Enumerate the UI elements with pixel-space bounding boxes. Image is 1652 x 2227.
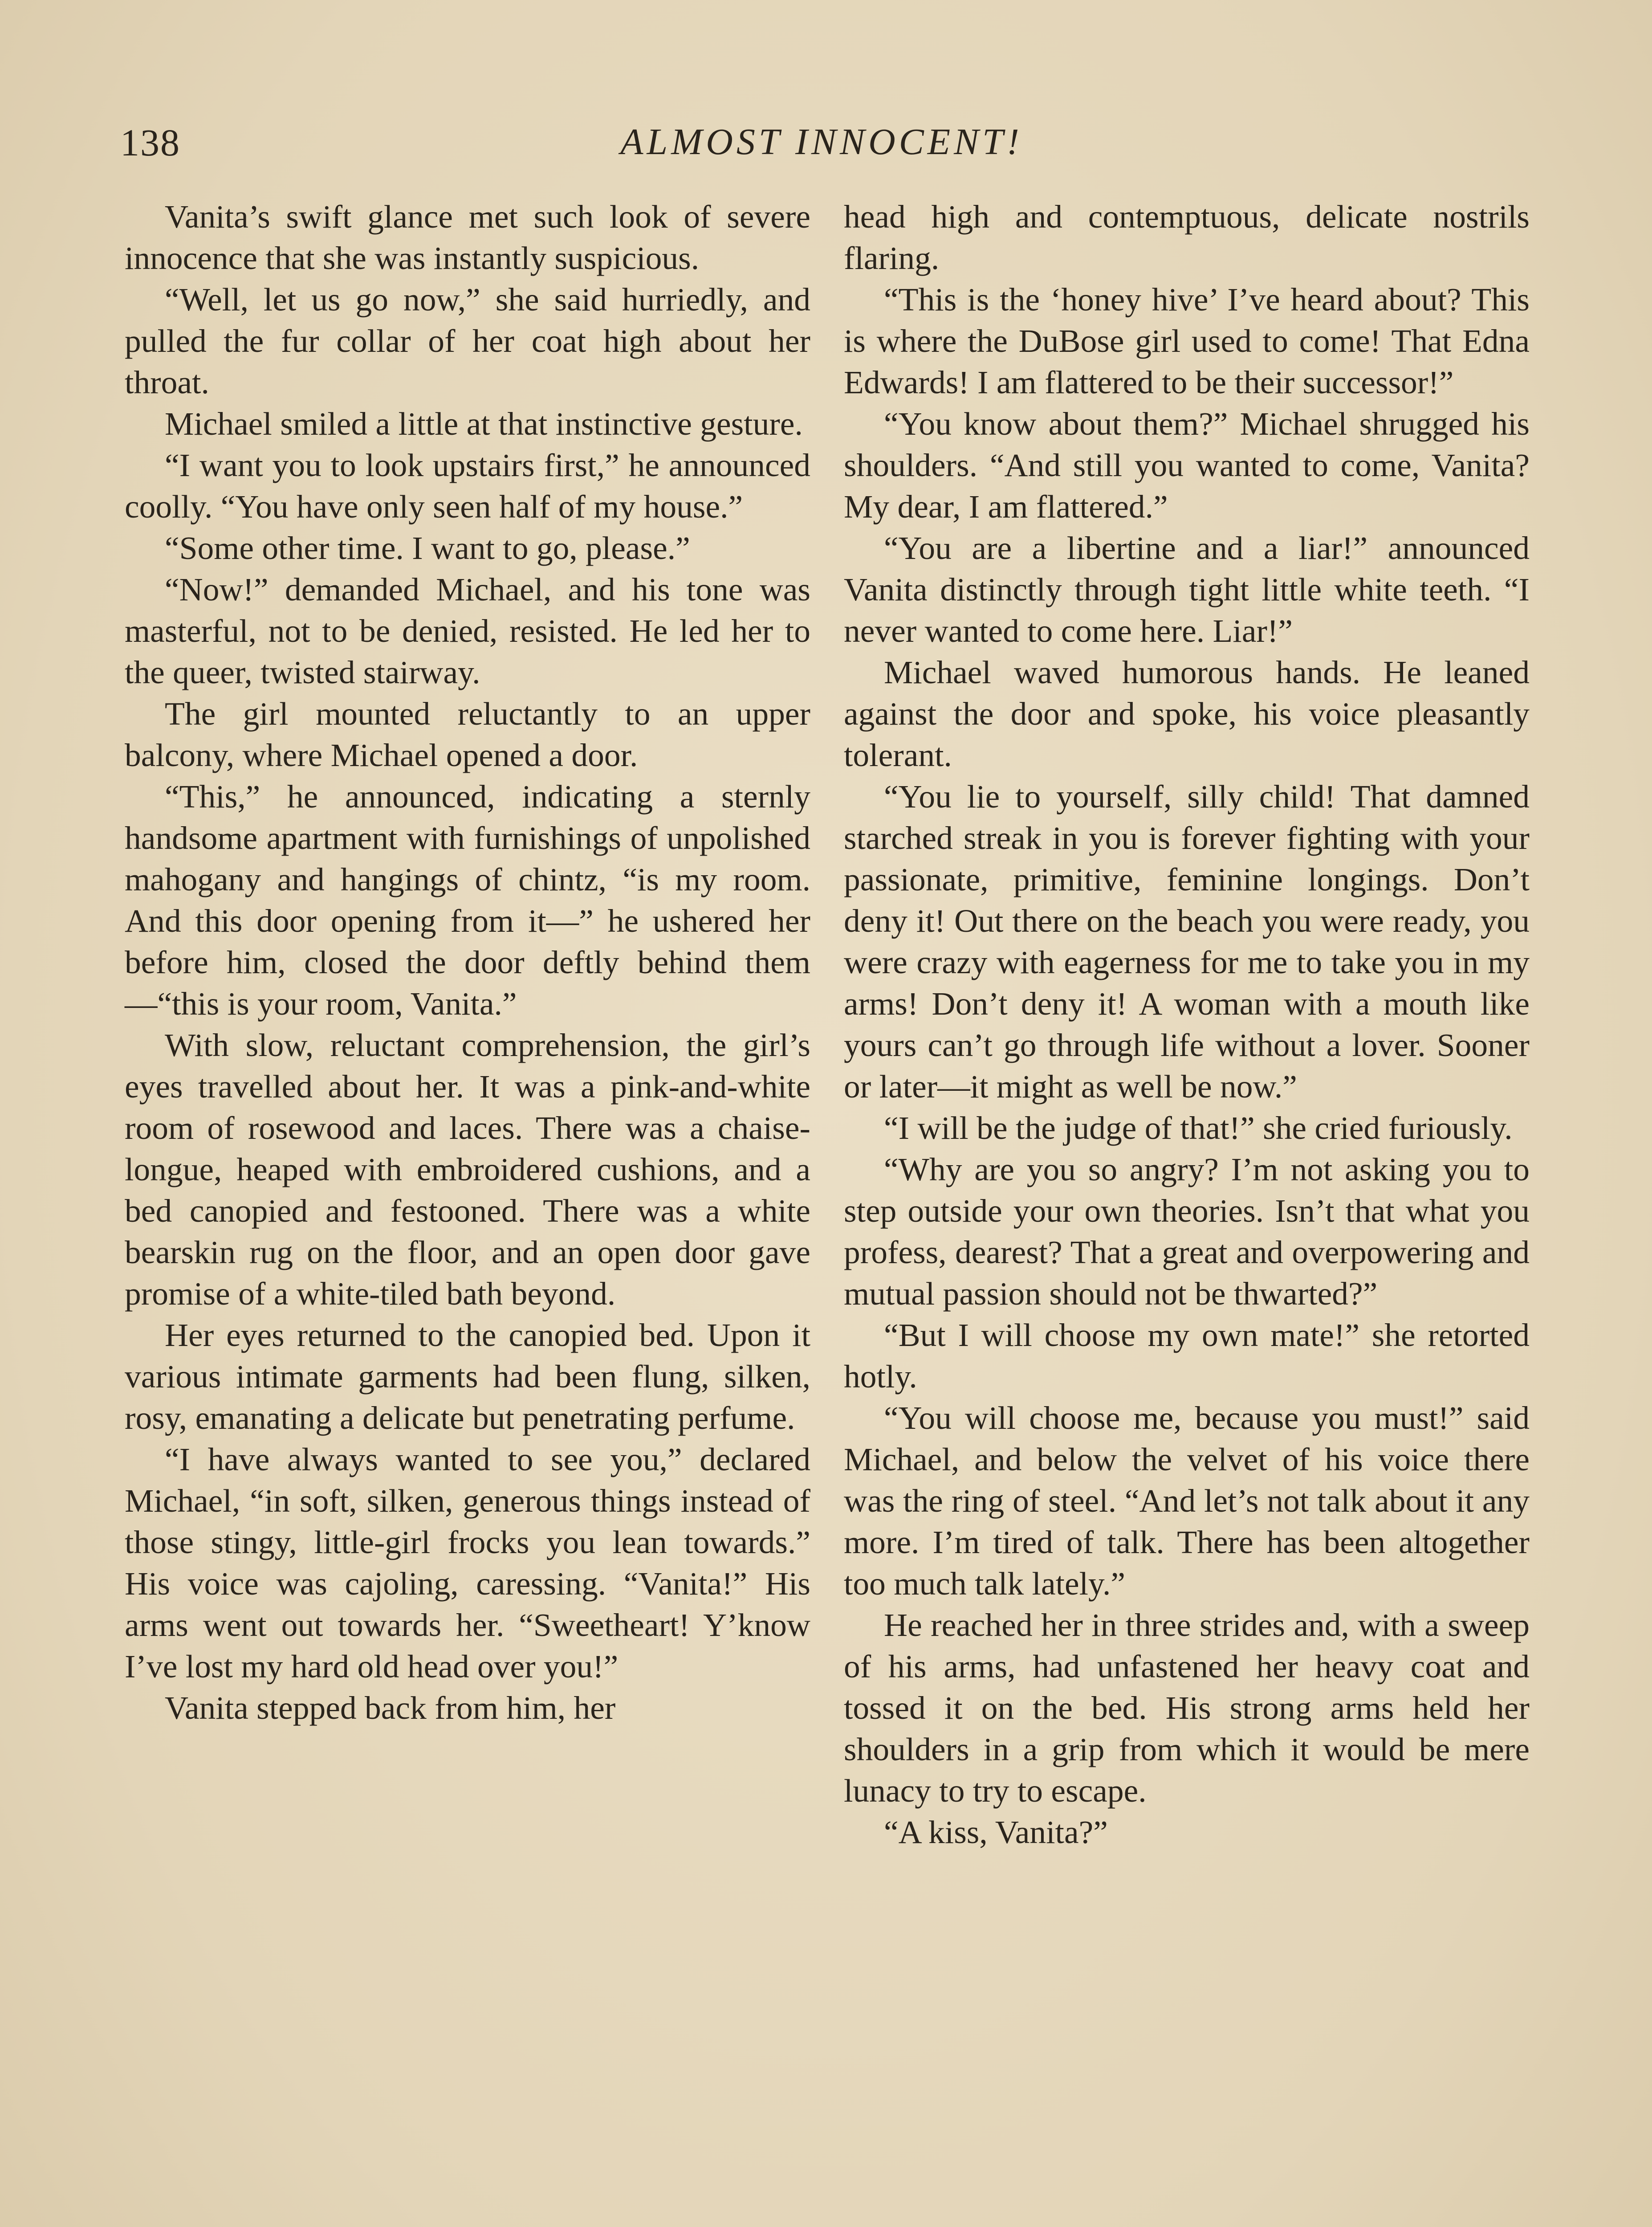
paragraph: “Some other time. I want to go, please.”: [165, 530, 690, 566]
paragraph: “You are a libertine and a liar!” announced Vanita distinctly through tight little white teeth. “I never wanted to come here. Liar!”: [844, 530, 1530, 649]
paragraph: The girl mounted reluctantly to an upper balcony, where Michael opened a door.: [125, 696, 810, 773]
paragraph: “This,” he announced, indicating a sternly handsome apartment with furnishings of unpolished mahogany and hangings of chintz, “is my room. And this door opening from it—” he ushered her before him, closed the door deftly behind them—“this is your room, Vanita.”: [125, 779, 810, 1022]
paragraph: “A kiss, Vanita?”: [884, 1814, 1108, 1850]
paragraph: Michael waved humorous hands. He leaned against the door and spoke, his voice pleasantly tolerant.: [844, 654, 1530, 773]
paragraph: head high and contemptuous, delicate nostrils flaring.: [844, 199, 1530, 276]
paragraph: Vanita’s swift glance met such look of severe innocence that she was instantly suspicious.: [125, 199, 810, 276]
paragraph: “You will choose me, because you must!” said Michael, and below the velvet of his voice there was the ring of steel. “And let’s not talk about it any more. I’m tired of talk. There has been altogether too much talk lately.”: [844, 1400, 1530, 1602]
paragraph: “Why are you so angry? I’m not asking you to step outside your own theories. Isn’t that what you profess, dearest? That a great and overpowering and mutual passion should not be thwarted?”: [844, 1151, 1530, 1312]
paragraph: Her eyes returned to the canopied bed. Upon it various intimate garments had been flung, silken, rosy, emanating a delicate but penetrating perfume.: [125, 1317, 810, 1436]
page-header: [120, 111, 1523, 183]
paragraph: “I will be the judge of that!” she cried furiously.: [884, 1110, 1513, 1146]
paragraph: Vanita stepped back from him, her: [165, 1690, 616, 1726]
page-number: 138: [120, 121, 180, 164]
paragraph: Michael smiled a little at that instinctive gesture.: [165, 406, 803, 442]
text-column-right: [844, 196, 1530, 1853]
paragraph: “You know about them?” Michael shrugged his shoulders. “And still you wanted to come, Vanita? My dear, I am flattered.”: [844, 406, 1530, 525]
paragraph: “This is the ‘honey hive’ I’ve heard about? This is where the DuBose girl used to come! That Edna Edwards! I am flattered to be their successor!”: [844, 281, 1530, 400]
paragraph: “But I will choose my own mate!” she retorted hotly.: [844, 1317, 1530, 1395]
running-title: ALMOST INNOCENT!: [620, 121, 1023, 163]
paragraph: “I want you to look upstairs first,” he announced coolly. “You have only seen half of my house.”: [125, 447, 810, 525]
paragraph: “You lie to yourself, silly child! That damned starched streak in you is forever fighting with your passionate, primitive, feminine longings. Don’t deny it! Out there on the beach you were ready, you were crazy with eagerness for me to take you in my arms! Don’t deny it! A woman with a mouth like yours can’t go through life without a lover. Sooner or later—it might as well be now.”: [844, 779, 1530, 1105]
paragraph: “I have always wanted to see you,” declared Michael, “in soft, silken, generous things instead of those stingy, little-girl frocks you lean towards.” His voice was cajoling, caressing. “Vanita!” His arms went out towards her. “Sweetheart! Y’know I’ve lost my hard old head over you!”: [125, 1441, 810, 1685]
paragraph: With slow, reluctant comprehension, the girl’s eyes travelled about her. It was a pink-and-white room of rosewood and laces. There was a chaise-longue, heaped with embroidered cushions, and a bed canopied and festooned. There was a white bearskin rug on the floor, and an open door gave promise of a white-tiled bath beyond.: [125, 1027, 810, 1312]
paragraph: He reached her in three strides and, with a sweep of his arms, had unfastened her heavy coat and tossed it on the bed. His strong arms held her shoulders in a grip from which it would be mere lunacy to try to escape.: [844, 1607, 1530, 1809]
text-column-left: [125, 196, 810, 1729]
paragraph: “Well, let us go now,” she said hurriedly, and pulled the fur collar of her coat high about her throat.: [125, 281, 810, 400]
paragraph: “Now!” demanded Michael, and his tone was masterful, not to be denied, resisted. He led her to the queer, twisted stairway.: [125, 571, 810, 690]
